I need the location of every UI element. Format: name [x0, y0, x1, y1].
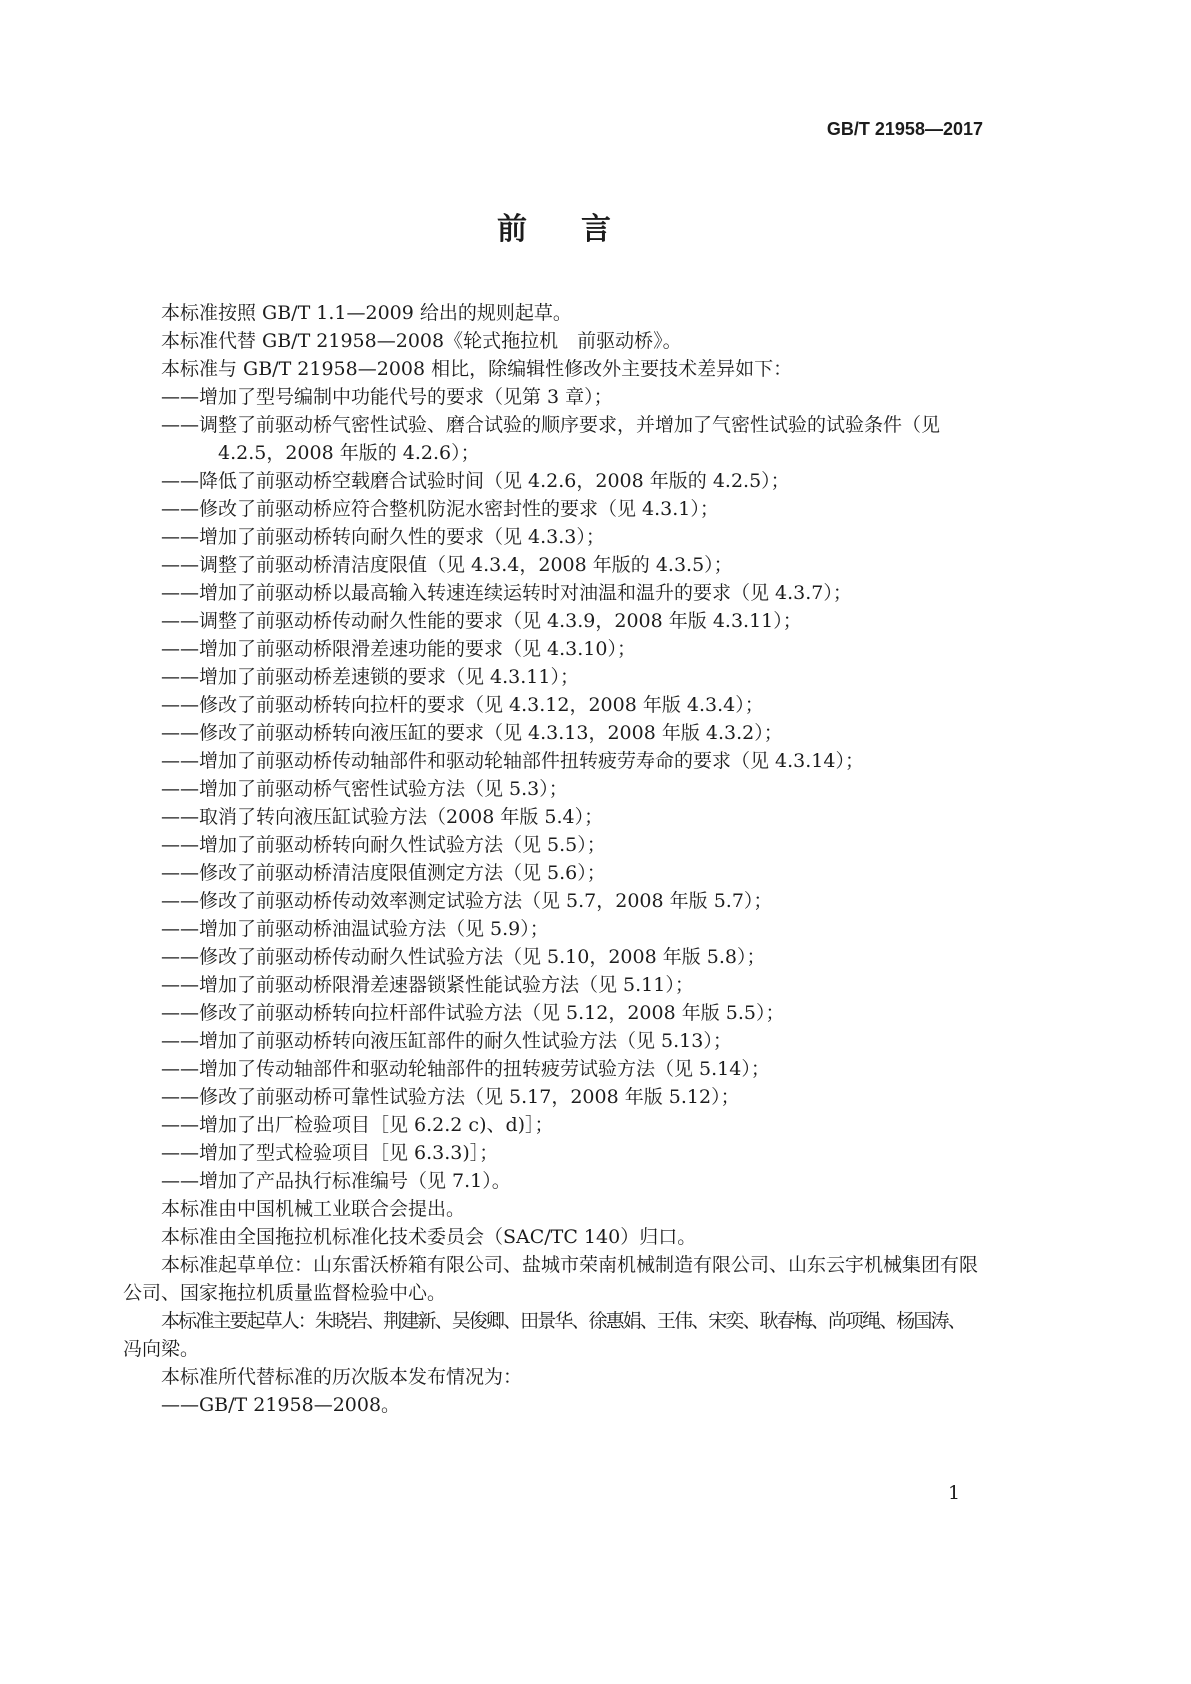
change-item: ——增加了前驱动桥传动轴部件和驱动轮轴部件扭转疲劳寿命的要求（见 4.3.14）； — [161, 750, 864, 772]
change-item: ——增加了前驱动桥转向耐久性试验方法（见 5.5）； — [161, 834, 606, 856]
technical-changes-list — [123, 383, 985, 1195]
change-item: ——降低了前驱动桥空载磨合试验时间（见 4.2.6，2008 年版的 4.2.5）； — [161, 470, 790, 492]
change-item: ——增加了型式检验项目［见 6.3.3)］； — [161, 1142, 499, 1164]
change-item: ——增加了前驱动桥限滑差速功能的要求（见 4.3.10）； — [161, 638, 636, 660]
page-number: 1 — [948, 1482, 961, 1504]
changes-intro-paragraph: 本标准与 GB/T 21958—2008 相比，除编辑性修改外主要技术差异如下： — [161, 358, 793, 380]
change-item: ——增加了前驱动桥转向液压缸部件的耐久性试验方法（见 5.13）； — [161, 1030, 732, 1052]
drafting-units-continuation: 公司、国家拖拉机质量监督检验中心。 — [123, 1282, 447, 1304]
standard-number-header: GB/T 21958—2017 — [826, 119, 983, 139]
preface-title: 前 言 — [497, 212, 623, 247]
change-item: ——取消了转向液压缸试验方法（2008 年版 5.4）； — [161, 806, 604, 828]
change-item: ——修改了前驱动桥转向拉杆部件试验方法（见 5.12，2008 年版 5.5）； — [161, 1002, 785, 1024]
change-item: ——增加了前驱动桥差速锁的要求（见 4.3.11）； — [161, 666, 579, 688]
change-item: ——修改了前驱动桥传动效率测定试验方法（见 5.7，2008 年版 5.7）； — [161, 890, 773, 912]
change-item: ——增加了前驱动桥油温试验方法（见 5.9）； — [161, 918, 549, 940]
change-item: ——修改了前驱动桥清洁度限值测定方法（见 5.6）； — [161, 862, 606, 884]
change-item: ——修改了前驱动桥转向液压缸的要求（见 4.3.13，2008 年版 4.3.2）； — [161, 722, 783, 744]
change-item: ——增加了前驱动桥限滑差速器锁紧性能试验方法（见 5.11）； — [161, 974, 694, 996]
drafting-units-line: 本标准起草单位：山东雷沃桥箱有限公司、盐城市荣南机械制造有限公司、山东云宇机械集团有限 — [161, 1254, 979, 1276]
change-item: ——增加了传动轴部件和驱动轮轴部件的扭转疲劳试验方法（见 5.14）； — [161, 1058, 770, 1080]
change-item: ——调整了前驱动桥清洁度限值（见 4.3.4，2008 年版的 4.3.5）； — [161, 554, 733, 576]
previous-edition-item: ——GB/T 21958—2008。 — [161, 1394, 401, 1416]
proposer-paragraph: 本标准由中国机械工业联合会提出。 — [161, 1198, 466, 1220]
drafters-paragraph — [123, 1307, 985, 1363]
change-item-line: ——调整了前驱动桥气密性试验、磨合试验的顺序要求，并增加了气密性试验的试验条件（见 — [161, 414, 941, 436]
change-item: ——修改了前驱动桥传动耐久性试验方法（见 5.10，2008 年版 5.8）； — [161, 946, 766, 968]
preface-body — [123, 299, 985, 1419]
drafting-units-paragraph — [123, 1251, 985, 1307]
change-item: ——增加了型号编制中功能代号的要求（见第 3 章）； — [161, 386, 613, 408]
change-item: ——增加了前驱动桥以最高输入转速连续运转时对油温和温升的要求（见 4.3.7）； — [161, 582, 852, 604]
centralized-by-paragraph: 本标准由全国拖拉机标准化技术委员会（SAC/TC 140）归口。 — [161, 1226, 697, 1248]
change-item: ——增加了产品执行标准编号（见 7.1）。 — [161, 1170, 511, 1192]
drafters-continuation: 冯向梁。 — [123, 1338, 200, 1360]
drafters-line: 本标准主要起草人：朱晓岩、荆建新、吴俊卿、田景华、徐惠娟、王伟、宋奕、耿春梅、尚项绳、杨国涛、 — [161, 1310, 965, 1332]
drafting-rules-paragraph: 本标准按照 GB/T 1.1—2009 给出的规则起草。 — [161, 302, 572, 324]
change-item: ——修改了前驱动桥应符合整机防泥水密封性的要求（见 4.3.1）； — [161, 498, 719, 520]
change-item: ——增加了前驱动桥气密性试验方法（见 5.3）； — [161, 778, 568, 800]
change-item — [123, 411, 985, 467]
change-item: ——增加了出厂检验项目［见 6.2.2 c)、d)］； — [161, 1114, 554, 1136]
change-item-continuation: 4.2.5，2008 年版的 4.2.6）； — [218, 442, 480, 464]
change-item: ——增加了前驱动桥转向耐久性的要求（见 4.3.3）； — [161, 526, 605, 548]
change-item: ——修改了前驱动桥可靠性试验方法（见 5.17，2008 年版 5.12）； — [161, 1086, 740, 1108]
change-item: ——修改了前驱动桥转向拉杆的要求（见 4.3.12，2008 年版 4.3.4）； — [161, 694, 764, 716]
replaces-paragraph: 本标准代替 GB/T 21958—2008《轮式拖拉机 前驱动桥》。 — [161, 330, 682, 352]
previous-editions-intro: 本标准所代替标准的历次版本发布情况为： — [161, 1366, 523, 1388]
change-item: ——调整了前驱动桥传动耐久性能的要求（见 4.3.9，2008 年版 4.3.11）； — [161, 610, 802, 632]
